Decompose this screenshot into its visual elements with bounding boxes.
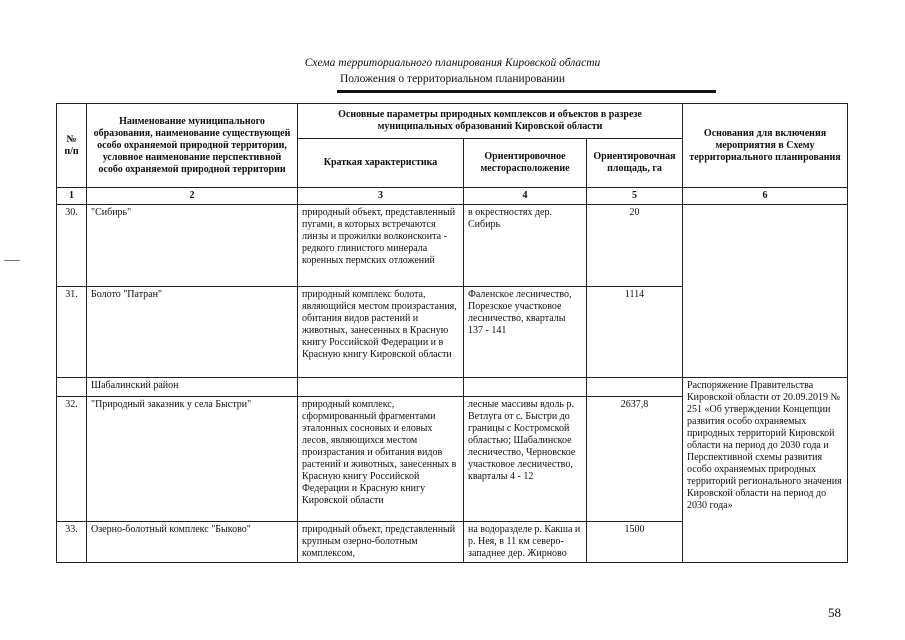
row-area: 1114 — [587, 287, 683, 378]
row-characteristic: природный комплекс, сформированный фрагментами эталонных сосновых и еловых лесов, являющихся местом произрастания и обитания видов растений и животных, занесенных в Красную книгу Российской Федерации и Красную книгу Кировской области — [298, 397, 464, 522]
row-location: лесные массивы вдоль р. Ветлуга от с. Быстри до границы с Костромской областью; Шабалинское лесничество, Черновское участковое лесничество, кварталы 4 - 12 — [464, 397, 587, 522]
margin-mark — [4, 260, 20, 261]
district-empty — [464, 378, 587, 397]
row-location: на водоразделе р. Какша и р. Нея, в 11 км северо-западнее дер. Жирново — [464, 522, 587, 563]
district-empty — [298, 378, 464, 397]
district-row — [57, 378, 848, 397]
column-number: 6 — [683, 188, 848, 205]
row-number: 30. — [57, 205, 87, 287]
row-number: 31. — [57, 287, 87, 378]
document-subtitle: Положения о территориальном планировании — [339, 73, 566, 85]
header-rule — [337, 90, 716, 93]
district-empty — [587, 378, 683, 397]
page-number: 58 — [828, 605, 841, 620]
header-location: Ориентировочное месторасположение — [464, 139, 587, 188]
header-num: № п/п — [57, 104, 87, 188]
row-location: Фаленское лесничество, Порезское участковое лесничество, кварталы 137 - 141 — [464, 287, 587, 378]
row-characteristic: природный комплекс болота, являющийся местом произрастания, обитания видов растений и животных, занесенных в Красную книгу Российской Федерации и в Красную книгу Кировской области — [298, 287, 464, 378]
row-name: Болото "Патран" — [87, 287, 298, 378]
header-area: Ориентировочная площадь, га — [587, 139, 683, 188]
row-area: 20 — [587, 205, 683, 287]
column-number: 4 — [464, 188, 587, 205]
row-number: 33. — [57, 522, 87, 563]
row-characteristic: природный объект, представленный крупным озерно-болотным комплексом, — [298, 522, 464, 563]
row-number: 32. — [57, 397, 87, 522]
column-number: 5 — [587, 188, 683, 205]
column-number: 2 — [87, 188, 298, 205]
document-title: Схема территориального планирования Кировской области — [304, 57, 601, 69]
row-name: "Природный заказник у села Быстри" — [87, 397, 298, 522]
header-params: Основные параметры природных комплексов и объектов в разрезе муниципальных образований Кировской области — [298, 104, 683, 139]
row-basis-empty — [683, 205, 848, 378]
row-name: Озерно-болотный комплекс "Быково" — [87, 522, 298, 563]
column-number: 1 — [57, 188, 87, 205]
row-basis: Распоряжение Правительства Кировской области от 20.09.2019 № 251 «Об утверждении Концепции развития особо охраняемых природных территорий Кировской области на период до 2030 года и Перспективной схемы развития особо охраняемых природных территорий регионального значения Кировской области на период до 2030 года» — [683, 378, 848, 563]
header-name: Наименование муниципального образования, наименование существующей особо охраняемой природной территории, условное наименование перспективной особо охраняемой природной территории — [87, 104, 298, 188]
table-header-row — [57, 104, 848, 139]
column-number-row — [57, 188, 848, 205]
row-area: 2637,8 — [587, 397, 683, 522]
row-area: 1500 — [587, 522, 683, 563]
protected-areas-table — [56, 103, 848, 563]
table-row — [57, 205, 848, 287]
header-characteristic: Краткая характеристика — [298, 139, 464, 188]
district-name: Шабалинский район — [87, 378, 298, 397]
row-characteristic: природный объект, представленный пугами, в которых встречаются линзы и прожилки волконскоита - редкого глинистого минерала коренных пермских отложений — [298, 205, 464, 287]
row-location: в окрестностях дер. Сибирь — [464, 205, 587, 287]
header-basis: Основания для включения мероприятия в Схему территориального планирования — [683, 104, 848, 188]
column-number: 3 — [298, 188, 464, 205]
district-num-empty — [57, 378, 87, 397]
row-name: "Сибирь" — [87, 205, 298, 287]
